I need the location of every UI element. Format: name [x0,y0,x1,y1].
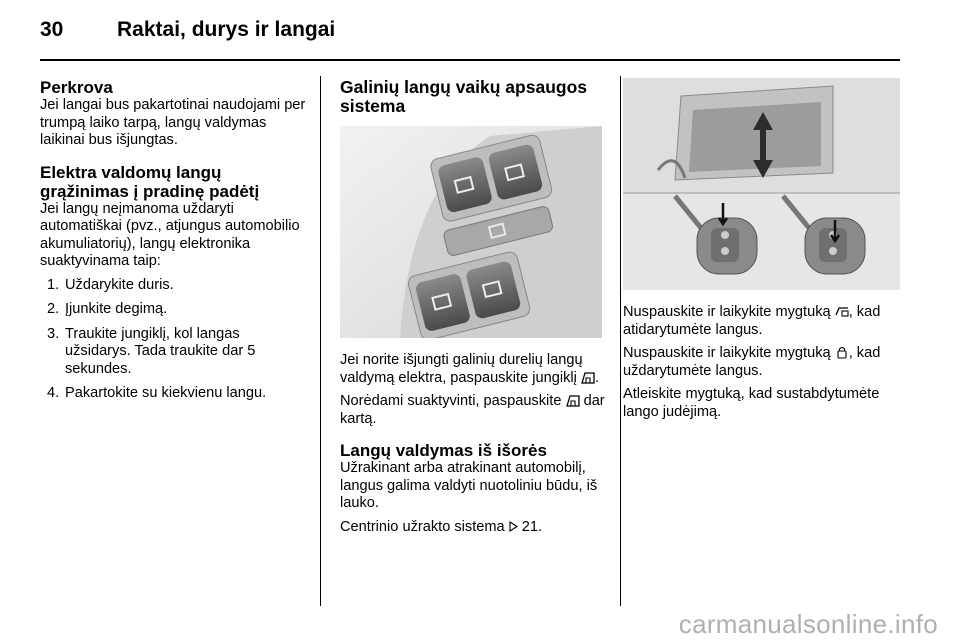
column-divider [620,76,621,606]
overload-text: Jei langai bus pakartotinai naudojami per trumpą laiko tarpą, langų valdymas laikinai bus išjungtas. [40,97,306,148]
section-heading-overload: Perkrova [40,78,113,97]
column-remote-operation [623,78,903,421]
close-windows-text: Nuspauskite ir laikykite mygtuką , kad uždarytumėte langus. [623,345,881,379]
column-divider [320,76,321,606]
reset-text: Jei langų neįmanoma uždaryti automatiškai (pvz., atjungus automobilio akumuliatorių), langų elektronika suaktyvinama taip: [40,200,300,269]
column-child-lock [340,78,608,536]
section-heading-reset: Elektra valdomų langų grąžinimas į pradinę padėtį [40,162,260,201]
page-number: 30 [40,18,64,41]
child-lock-window-icon [566,394,580,407]
stop-window-text: Atleiskite mygtuką, kad sustabdytumėte lango judėjimą. [623,386,880,420]
child-lock-activate-text: Norėdami suaktyvinti, paspauskite dar kartą. [340,393,605,427]
reset-steps-list [40,277,308,403]
watermark: carmanualsonline.info [678,609,938,639]
door-window-and-key-image [623,78,900,290]
cross-reference-triangle-icon [509,521,518,532]
unlock-key-icon [835,305,849,318]
remote-windows-text: Užrakinant arba atrakinant automobilį, langus galima valdyti nuotoliniu būdu, iš lauko. [340,460,598,511]
section-heading-child-lock: Galinių langų vaikų apsaugos sistema [340,77,587,116]
page-title: Raktai, durys ir langai [117,18,336,41]
lock-key-icon [835,346,849,359]
list-item: 3. Traukite jungiklį, kol langas užsidarys. Tada traukite dar 5 sekundes. [47,325,256,377]
central-locking-reference: Centrinio užrakto sistema 21. [340,518,543,535]
open-windows-text: Nuspauskite ir laikykite mygtuką , kad atidarytumėte langus. [623,304,881,338]
child-lock-deactivate-text: Jei norite išjungti galinių durelių langų valdymą elektra, paspauskite jungiklį . [340,352,599,386]
list-item: 2. Įjunkite degimą. [47,301,168,317]
header-rule [40,59,900,61]
section-heading-remote-windows: Langų valdymas iš išorės [340,441,547,460]
window-switch-panel-image [340,126,602,338]
list-item: 1. Uždarykite duris. [47,276,174,293]
column-overload-reset [40,78,308,410]
child-lock-window-icon [581,371,595,384]
list-item: 4. Pakartokite su kiekvienu langu. [47,385,267,401]
